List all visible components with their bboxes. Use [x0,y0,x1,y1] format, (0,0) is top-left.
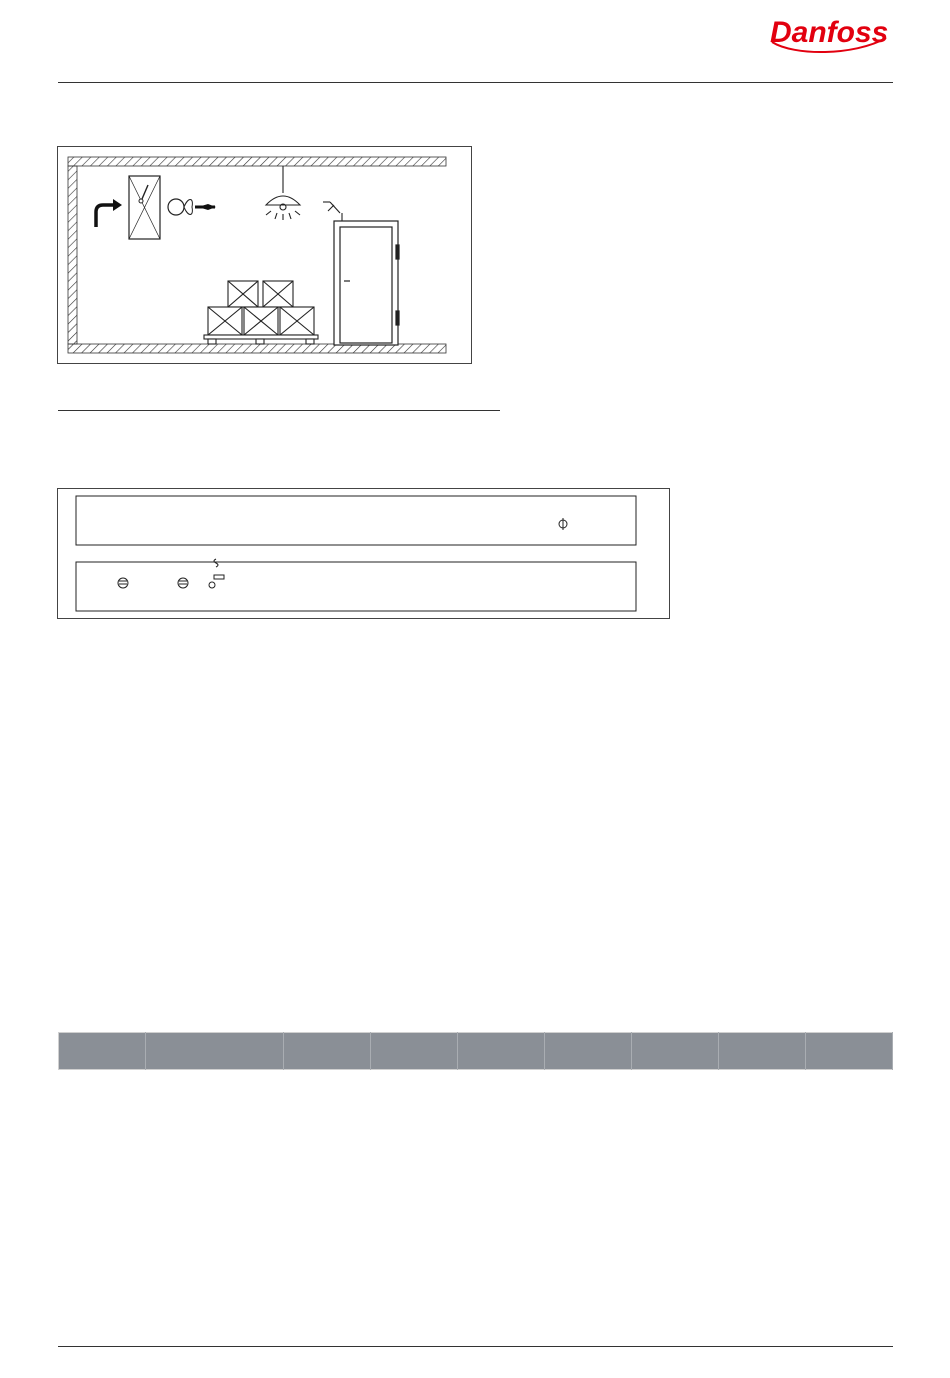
logo-wordmark: Danfoss [770,16,889,49]
footer-rule [58,1346,893,1347]
app-table-header [59,1033,893,1070]
air-in-arrow-icon [96,205,114,227]
danfoss-logo [764,8,894,56]
evaporator-icon [129,176,160,239]
goods-crates-icon [204,281,318,344]
door-switch-icon [323,202,342,223]
terminal-diagram [57,488,670,619]
phase-icon [559,518,567,530]
section-rule [58,410,500,411]
fan-icon [168,199,192,215]
application-table [58,1032,893,1070]
ceiling-lamp-icon [266,166,300,220]
valve-coil-icon [209,559,224,588]
cold-room-figure [57,146,472,364]
door-icon [334,221,399,345]
ground-icon [118,578,188,588]
header-rule [58,82,893,83]
